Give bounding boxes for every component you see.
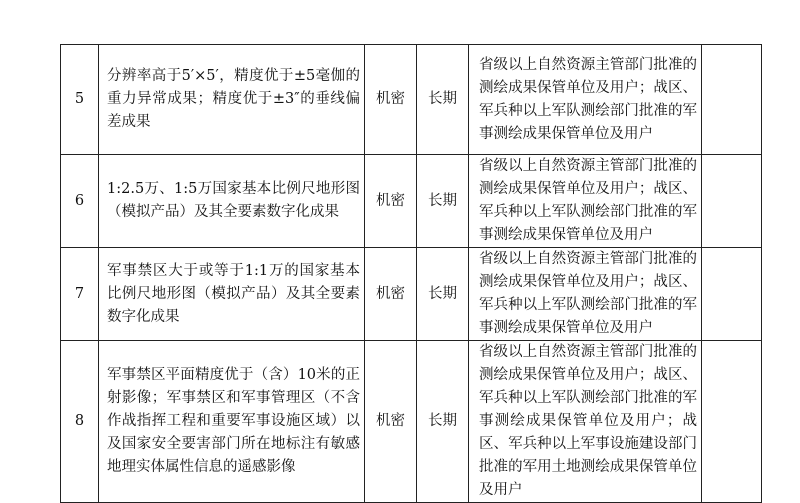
access-scope: 省级以上自然资源主管部门批准的测绘成果保管单位及用户；战区、军兵种以上军队测绘部门批准的军事测绘成果保管单位及用户 [469, 155, 702, 248]
item-description: 分辨率高于5′×5′，精度优于±5毫伽的重力异常成果；精度优于±3″的垂线偏差成果 [99, 45, 365, 155]
row-number: 5 [61, 45, 99, 155]
row-number: 8 [61, 341, 99, 503]
item-description: 军事禁区大于或等于1:1万的国家基本比例尺地形图（模拟产品）及其全要素数字化成果 [99, 248, 365, 341]
remark-cell [702, 45, 762, 155]
secrecy-level: 机密 [365, 248, 417, 341]
access-scope: 省级以上自然资源主管部门批准的测绘成果保管单位及用户；战区、军兵种以上军队测绘部门批准的军事测绘成果保管单位及用户 [469, 248, 702, 341]
access-scope: 省级以上自然资源主管部门批准的测绘成果保管单位及用户；战区、军兵种以上军队测绘部门批准的军事测绘成果保管单位及用户 [469, 45, 702, 155]
secrecy-level: 机密 [365, 45, 417, 155]
classification-table [60, 44, 762, 503]
row-number: 7 [61, 248, 99, 341]
item-description: 1:2.5万、1:5万国家基本比例尺地形图（模拟产品）及其全要素数字化成果 [99, 155, 365, 248]
secrecy-level: 机密 [365, 155, 417, 248]
access-scope: 省级以上自然资源主管部门批准的测绘成果保管单位及用户；战区、军兵种以上军队测绘部门批准的军事测绘成果保管单位及用户；战区、军兵种以上军事设施建设部门批准的军用土地测绘成果保管单位及用户 [469, 341, 702, 503]
secrecy-level: 机密 [365, 341, 417, 503]
secrecy-term: 长期 [417, 248, 469, 341]
remark-cell [702, 248, 762, 341]
secrecy-term: 长期 [417, 341, 469, 503]
table-row [61, 248, 762, 341]
row-number: 6 [61, 155, 99, 248]
remark-cell [702, 155, 762, 248]
secrecy-term: 长期 [417, 155, 469, 248]
table-row [61, 45, 762, 155]
item-description: 军事禁区平面精度优于（含）10米的正射影像；军事禁区和军事管理区（不含作战指挥工程和重要军事设施区域）以及国家安全要害部门所在地标注有敏感地理实体属性信息的遥感影像 [99, 341, 365, 503]
table-row [61, 341, 762, 503]
table-row [61, 155, 762, 248]
remark-cell [702, 341, 762, 503]
secrecy-term: 长期 [417, 45, 469, 155]
